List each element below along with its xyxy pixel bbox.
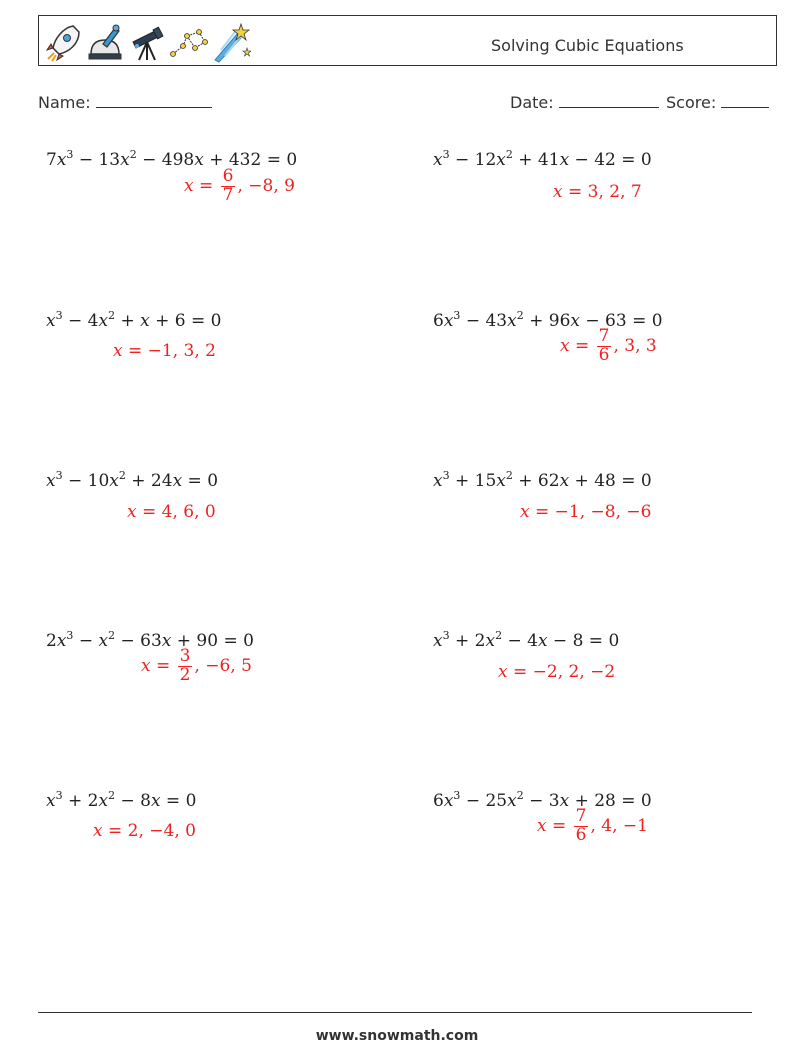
- score-label: Score:: [666, 93, 717, 112]
- answer-4: x = $\frac{7}{6}$ , 3, 3: [560, 326, 657, 365]
- score-blank[interactable]: [721, 93, 769, 108]
- observatory-icon: [85, 20, 125, 64]
- equation-4: $6x^3 - 43x^2 + 96x - 63 = 0$: [433, 309, 663, 331]
- footer-divider: [38, 1012, 752, 1013]
- equation-9: $x^3 + 2x^2 - 8x = 0$: [46, 789, 197, 811]
- shooting-star-icon: [211, 20, 251, 64]
- page-title: Solving Cubic Equations: [491, 36, 684, 55]
- date-label: Date:: [510, 93, 554, 112]
- answer-3: x = −1, 3, 2: [113, 341, 216, 361]
- equation-5: $x^3 - 10x^2 + 24x = 0$: [46, 469, 219, 491]
- answer-5: x = 4, 6, 0: [127, 502, 216, 522]
- date-blank[interactable]: [559, 93, 659, 108]
- name-blank[interactable]: [96, 93, 212, 108]
- name-field[interactable]: [38, 93, 212, 112]
- constellation-icon: [169, 20, 209, 64]
- answer-9: x = 2, −4, 0: [93, 821, 196, 841]
- name-label: Name:: [38, 93, 91, 112]
- header-box: [38, 15, 777, 66]
- date-field[interactable]: [510, 93, 659, 112]
- equation-3: $x^3 - 4x^2 + x + 6 = 0$: [46, 309, 222, 331]
- rocket-icon: [43, 20, 83, 64]
- header-icons: [43, 20, 251, 64]
- equation-6: $x^3 + 15x^2 + 62x + 48 = 0$: [433, 469, 652, 491]
- answer-1: x = $\frac{6}{7}$ , −8, 9: [184, 166, 295, 205]
- answer-7: x = $\frac{3}{2}$ , −6, 5: [141, 646, 252, 685]
- equation-1: $7x^3 - 13x^2 - 498x + 432 = 0$: [46, 148, 298, 170]
- equation-2: $x^3 - 12x^2 + 41x - 42 = 0$: [433, 148, 652, 170]
- equation-10: $6x^3 - 25x^2 - 3x + 28 = 0$: [433, 789, 652, 811]
- equation-7: $2x^3 - x^2 - 63x + 90 = 0$: [46, 629, 254, 651]
- footer-url: www.snowmath.com: [315, 1028, 479, 1044]
- telescope-icon: [127, 20, 167, 64]
- answer-10: x = $\frac{7}{6}$ , 4, −1: [537, 806, 648, 845]
- answer-6: x = −1, −8, −6: [520, 502, 652, 522]
- answer-2: x = 3, 2, 7: [553, 182, 642, 202]
- score-field[interactable]: [666, 93, 769, 112]
- answer-8: x = −2, 2, −2: [498, 662, 616, 682]
- equation-8: $x^3 + 2x^2 - 4x - 8 = 0$: [433, 629, 620, 651]
